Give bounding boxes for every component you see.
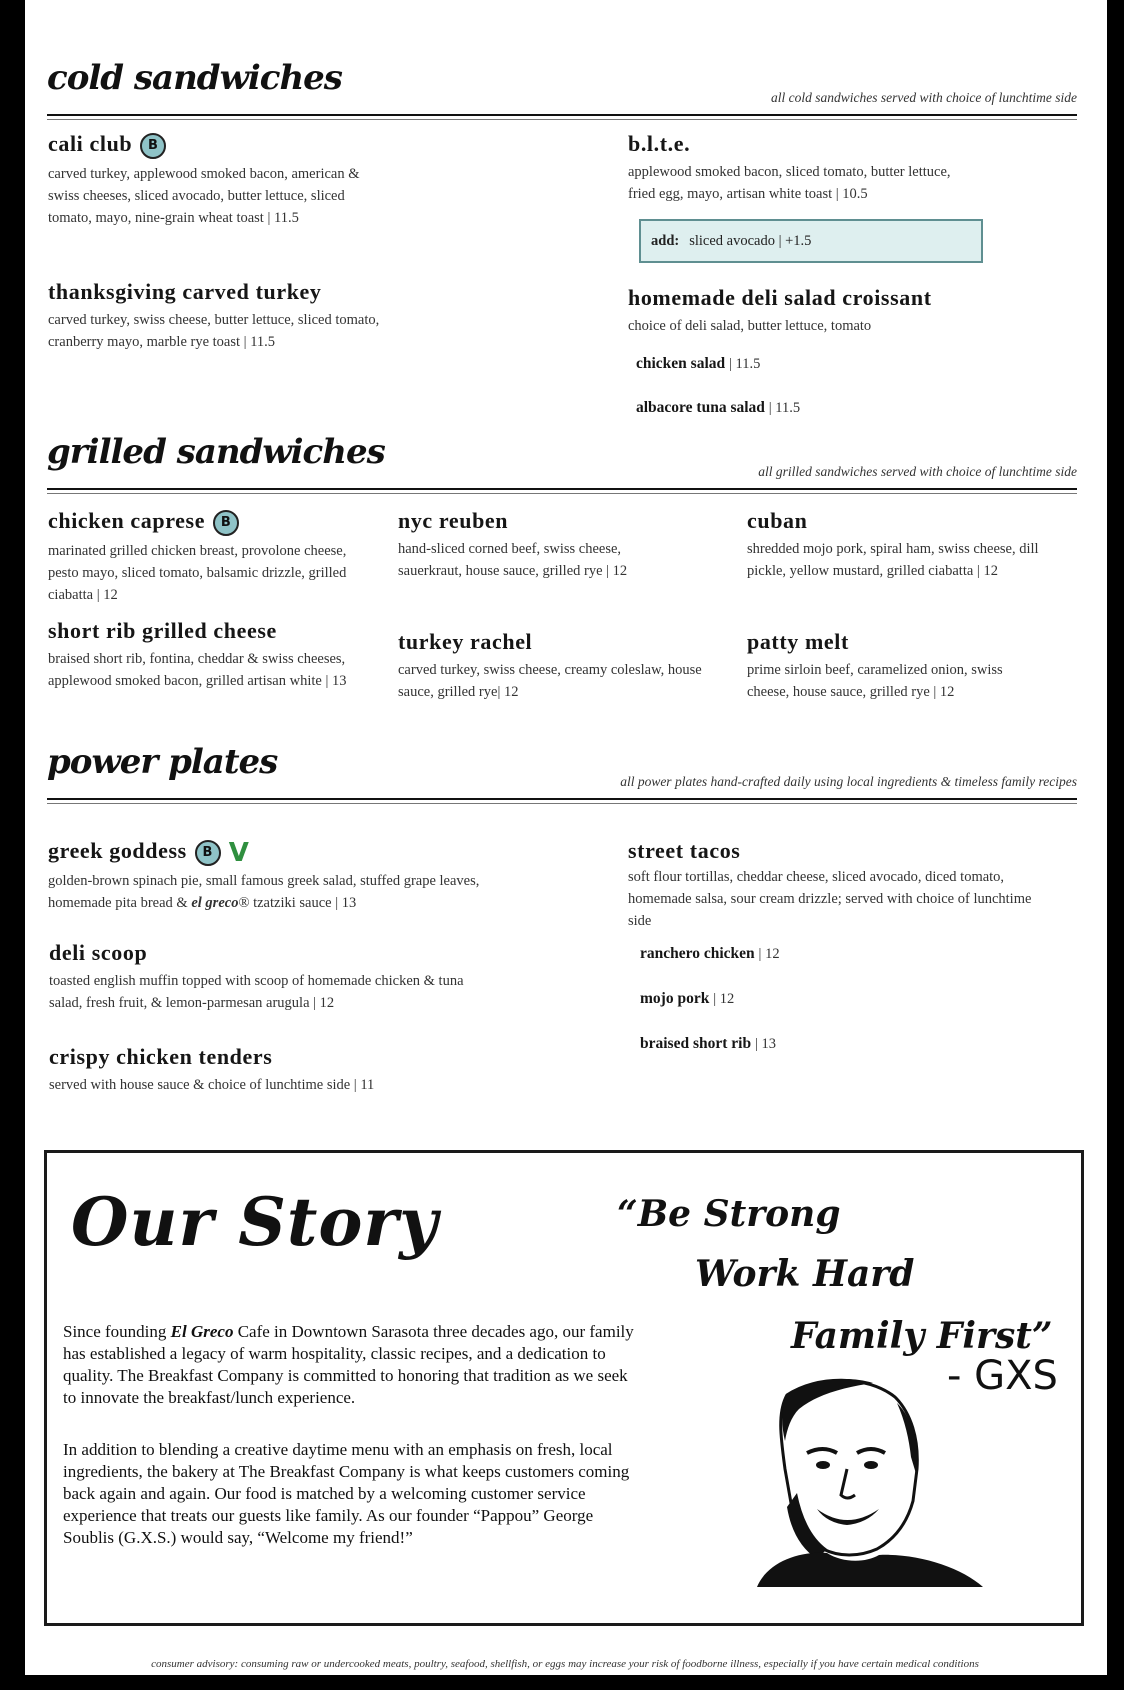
item-name: chicken caprese <box>48 508 206 533</box>
option-mojo-pork: mojo pork | 12 <box>640 990 735 1007</box>
founder-portrait <box>747 1373 1007 1588</box>
bakery-badge-icon: B <box>195 840 221 866</box>
section-divider-thin <box>47 803 1077 804</box>
quote-line-3: Family First” <box>791 1315 1053 1357</box>
item-description: applewood smoked bacon, sliced tomato, butter lettuce, fried egg, mayo, artisan white toast | 10.5 <box>628 164 951 202</box>
menu-item-deli-scoop <box>49 940 519 1014</box>
menu-item-patty-melt <box>747 629 1067 703</box>
menu-item-nyc-reuben <box>398 508 718 582</box>
signature: - GXS <box>947 1353 1058 1399</box>
section-tagline-power: all power plates hand-crafted daily using local ingredients & timeless family recipes <box>620 774 1077 789</box>
item-name: patty melt <box>747 629 849 654</box>
menu-item-greek-goddess <box>48 838 518 914</box>
item-description: prime sirloin beef, caramelized onion, swiss cheese, house sauce, grilled rye | 12 <box>747 662 1003 700</box>
item-description: braised short rib, fontina, cheddar & swiss cheeses, applewood smoked bacon, grilled artisan white | 13 <box>48 651 347 689</box>
item-name: thanksgiving carved turkey <box>48 279 322 304</box>
item-name: cali club <box>48 131 133 156</box>
add-on-value: sliced avocado | +1.5 <box>689 233 812 249</box>
item-description: soft flour tortillas, cheddar cheese, sliced avocado, diced tomato, homemade salsa, sour cream drizzle; served with choice of lunchtime side <box>628 869 1032 929</box>
story-paragraph-1: Since founding El Greco Cafe in Downtown Sarasota three decades ago, our family has established a legacy of warm hospitality, classic recipes, and a dedication to quality. The Breakfast Company is committed to honoring that tradition as we seek to innovate the breakfast/lunch experience. <box>63 1322 634 1407</box>
option-albacore-tuna-salad: albacore tuna salad | 11.5 <box>636 399 801 416</box>
consumer-advisory: consumer advisory: consuming raw or undercooked meats, poultry, seafood, shellfish, or eggs may increase your risk of foodborne illness, especially if you have certain medical conditions <box>151 1658 979 1670</box>
menu-item-thanksgiving-carved-turkey <box>48 279 518 353</box>
item-name: cuban <box>747 508 808 533</box>
add-on-label: add: <box>651 233 680 249</box>
menu-item-turkey-rachel <box>398 629 718 703</box>
menu-item-blte <box>628 131 1068 205</box>
story-title: Our Story <box>71 1183 439 1261</box>
item-description: served with house sauce & choice of lunchtime side | 11 <box>49 1077 375 1093</box>
section-title-cold: cold sandwiches <box>47 58 342 98</box>
quote-line-2: Work Hard <box>695 1253 915 1295</box>
item-description: choice of deli salad, butter lettuce, tomato <box>628 318 872 334</box>
item-name: deli scoop <box>49 940 148 965</box>
section-divider <box>47 488 1077 490</box>
menu-item-cuban <box>747 508 1077 582</box>
brand-name: El Greco <box>170 1322 234 1341</box>
add-on-box <box>639 219 983 263</box>
option-chicken-salad: chicken salad | 11.5 <box>636 355 761 372</box>
menu-item-crispy-chicken-tenders <box>49 1044 519 1096</box>
section-divider <box>47 114 1077 116</box>
vegetarian-check-icon: V <box>228 838 250 868</box>
item-name: homemade deli salad croissant <box>628 285 932 310</box>
menu-item-short-rib-grilled-cheese <box>48 618 368 692</box>
option-braised-short-rib: braised short rib | 13 <box>640 1035 776 1052</box>
item-name: greek goddess <box>48 838 187 864</box>
menu-item-cali-club <box>48 131 518 229</box>
item-name: crispy chicken tenders <box>49 1044 273 1069</box>
item-name: street tacos <box>628 838 741 863</box>
item-description: carved turkey, swiss cheese, creamy coleslaw, house sauce, grilled rye| 12 <box>398 662 702 700</box>
section-divider-thin <box>47 493 1077 494</box>
item-name: b.l.t.e. <box>628 131 691 156</box>
item-description: shredded mojo pork, spiral ham, swiss cheese, dill pickle, yellow mustard, grilled ciabatta | 12 <box>747 541 1039 579</box>
bakery-badge-icon: B <box>140 133 166 159</box>
item-description: golden-brown spinach pie, small famous greek salad, stuffed grape leaves, homemade pita bread & el greco® tzatziki sauce | 13 <box>48 873 480 911</box>
section-title-power: power plates <box>47 742 278 782</box>
option-ranchero-chicken: ranchero chicken | 12 <box>640 945 780 962</box>
menu-item-street-tacos <box>628 838 1068 932</box>
item-description: marinated grilled chicken breast, provolone cheese, pesto mayo, sliced tomato, balsamic drizzle, grilled ciabatta | 12 <box>48 542 347 603</box>
item-description: hand-sliced corned beef, swiss cheese, sauerkraut, house sauce, grilled rye | 12 <box>398 541 628 579</box>
section-divider <box>47 798 1077 800</box>
item-name: turkey rachel <box>398 629 533 654</box>
item-description: carved turkey, applewood smoked bacon, american & swiss cheeses, sliced avocado, butter lettuce, sliced tomato, mayo, nine-grain wheat toast | 11.5 <box>48 165 360 226</box>
section-divider-thin <box>47 119 1077 120</box>
item-description: carved turkey, swiss cheese, butter lettuce, sliced tomato, cranberry mayo, marble rye toast | 11.5 <box>48 312 380 350</box>
menu-page <box>25 0 1107 1675</box>
bakery-badge-icon: B <box>213 510 239 536</box>
menu-item-chicken-caprese <box>48 508 368 606</box>
item-description: toasted english muffin topped with scoop of homemade chicken & tuna salad, fresh fruit, & lemon-parmesan arugula | 12 <box>49 973 464 1011</box>
section-title-grilled: grilled sandwiches <box>47 432 385 472</box>
story-paragraph-2: In addition to blending a creative daytime menu with an emphasis on fresh, local ingredients, the bakery at The Breakfast Company is what keeps customers coming back again and again. Our food is matched by a welcoming customer service experience that treats our guests like family. As our founder “Pappou” George Soublis (G.X.S.) would say, “Welcome my friend!” <box>63 1440 630 1547</box>
brand-name: el greco <box>191 895 239 911</box>
item-name: short rib grilled cheese <box>48 618 277 643</box>
section-tagline-cold: all cold sandwiches served with choice of lunchtime side <box>771 90 1077 105</box>
section-tagline-grilled: all grilled sandwiches served with choice of lunchtime side <box>758 464 1077 479</box>
our-story-panel <box>44 1150 1084 1626</box>
quote-line-1: “Be Strong <box>617 1193 841 1235</box>
menu-item-deli-salad-croissant <box>628 285 1088 337</box>
item-name: nyc reuben <box>398 508 509 533</box>
